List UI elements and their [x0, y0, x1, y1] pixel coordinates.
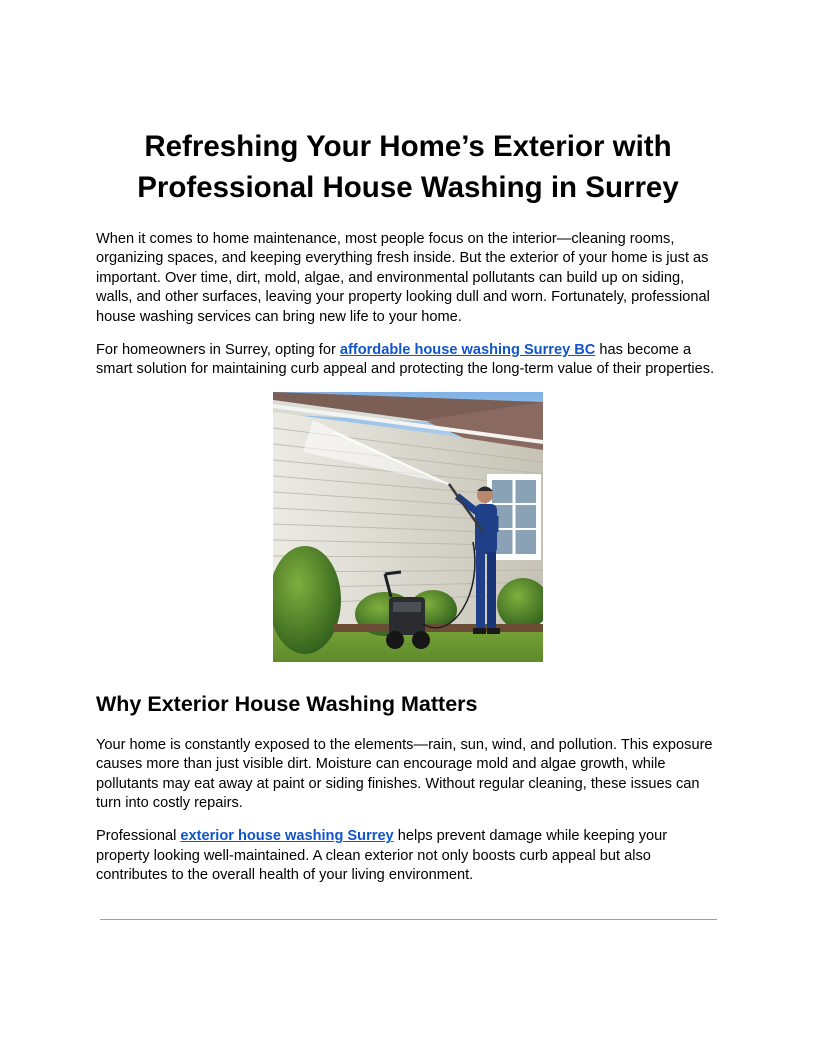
intro-paragraph: When it comes to home maintenance, most people focus on the interior—cleaning rooms, organizing spaces, and keeping everything fresh inside. But the exterior of your home is just as important. Over time, dirt, mold, algae, and environmental pollutants can build up on siding, walls, and other surfaces, leaving your property looking dull and worn. Fortunately, professional house washing services can bring new life to your home. [96, 231, 710, 325]
horizontal-rule [100, 919, 717, 920]
professional-paragraph-lead: Professional [96, 828, 181, 845]
professional-paragraph-tail: helps prevent damage while keeping your property looking well-maintained. A clean exterior not only boosts curb appeal but also contributes to the overall health of your living environment. [96, 828, 668, 884]
surrey-paragraph-lead: For homeowners in Surrey, opting for [96, 342, 340, 359]
section-heading: Why Exterior House Washing Matters [96, 691, 478, 716]
exterior-house-washing-link[interactable]: exterior house washing Surrey [180, 828, 394, 845]
surrey-paragraph [96, 341, 720, 380]
house-washing-photo [273, 392, 543, 662]
document-page [96, 126, 720, 886]
elements-paragraph: Your home is constantly exposed to the elements—rain, sun, wind, and pollution. This exposure causes more than just visible dirt. Moisture can encourage mold and algae growth, while pollutants may eat away at paint or siding finishes. Without regular cleaning, these issues can turn into costly repairs. [96, 736, 713, 812]
surrey-paragraph-tail: has become a smart solution for maintaining curb appeal and protecting the long-term value of their properties. [96, 342, 715, 378]
affordable-house-washing-link[interactable]: affordable house washing Surrey BC [339, 342, 596, 359]
page-title: Refreshing Your Home’s Exterior with Professional House Washing in Surrey [137, 130, 679, 204]
professional-paragraph [96, 827, 720, 885]
